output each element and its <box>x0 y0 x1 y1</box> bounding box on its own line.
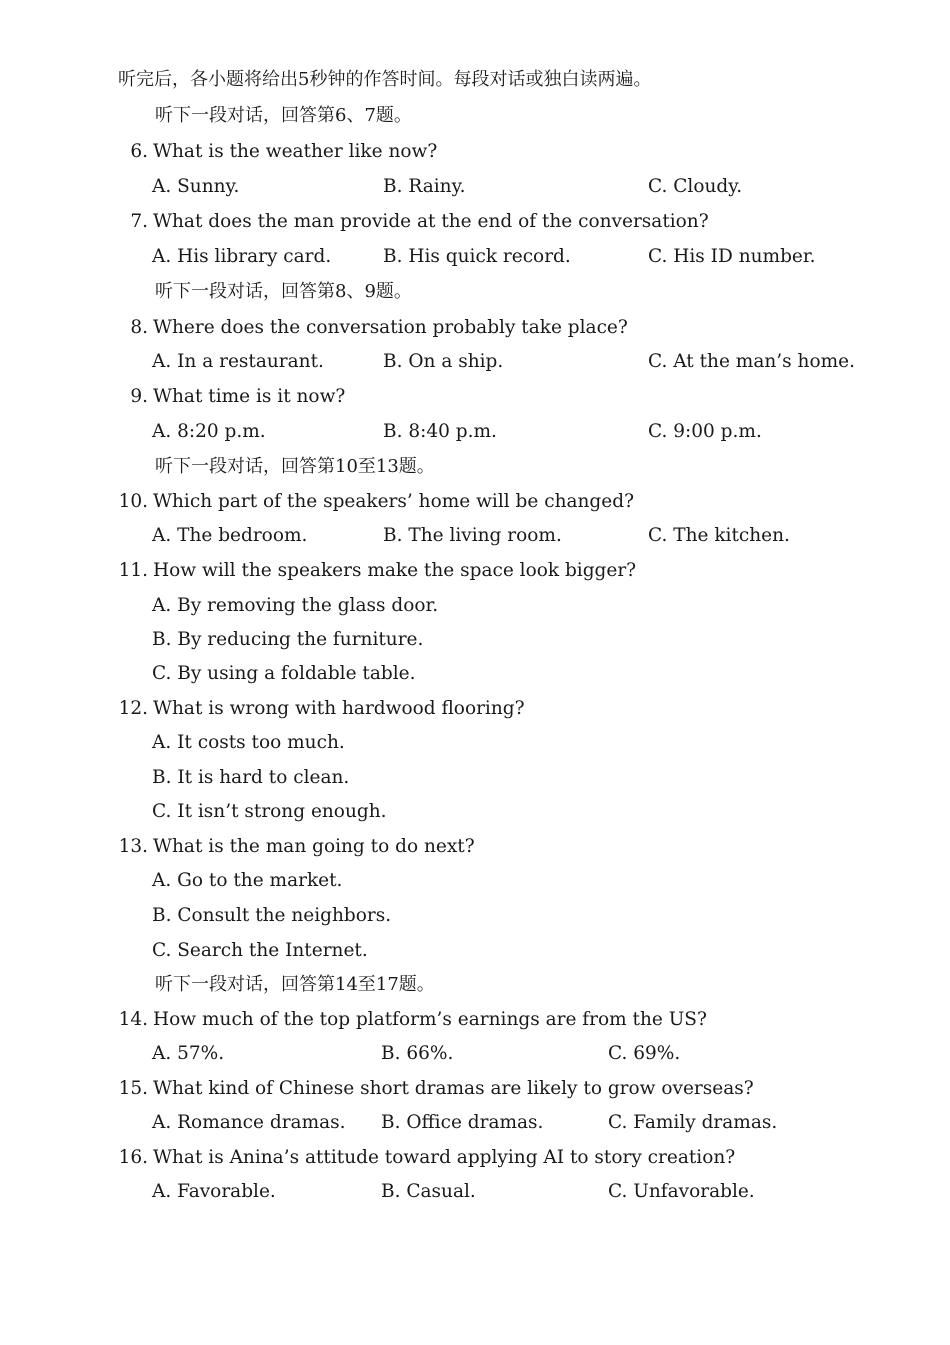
question-text: What is wrong with hardwood flooring? <box>153 698 525 719</box>
question-number: 8. <box>130 317 148 338</box>
question-number: 15. <box>118 1078 148 1099</box>
question-number: 7. <box>130 211 148 232</box>
question-text: Where does the conversation probably take place? <box>153 317 628 338</box>
section-heading: 听下一段对话，回答第6、7题。 <box>155 105 412 126</box>
question-number: 12. <box>118 698 148 719</box>
question-text: Which part of the speakers’ home will be changed? <box>153 491 634 512</box>
option-c: C. Family dramas. <box>608 1112 778 1133</box>
section-heading: 听下一段对话，回答第14至17题。 <box>155 974 435 995</box>
question-number: 16. <box>118 1147 148 1168</box>
option-a: A. 8:20 p.m. <box>152 421 266 442</box>
option-c: C. At the man’s home. <box>648 351 855 372</box>
option-a: A. It costs too much. <box>152 732 345 753</box>
option-c: C. By using a foldable table. <box>152 663 416 684</box>
option-b: B. Casual. <box>381 1181 476 1202</box>
option-b: B. Rainy. <box>383 176 466 197</box>
question-text: What is Anina’s attitude toward applying AI to story creation? <box>153 1147 736 1168</box>
instructions: 听完后，各小题将给出5秒钟的作答时间。每段对话或独白读两遍。 <box>118 69 652 90</box>
question-text: How much of the top platform’s earnings are from the US? <box>153 1009 707 1030</box>
option-b: B. 66%. <box>381 1043 454 1064</box>
section-heading: 听下一段对话，回答第10至13题。 <box>155 456 435 477</box>
option-c: C. Unfavorable. <box>608 1181 755 1202</box>
option-b: B. Office dramas. <box>381 1112 544 1133</box>
option-c: C. Search the Internet. <box>152 940 368 961</box>
question-number: 9. <box>130 386 148 407</box>
option-c: C. 69%. <box>608 1043 681 1064</box>
question <box>118 1146 735 1170</box>
question-text: What is the weather like now? <box>153 141 438 162</box>
section-heading: 听下一段对话，回答第8、9题。 <box>155 281 412 302</box>
question <box>118 697 525 721</box>
option-a: A. By removing the glass door. <box>152 595 439 616</box>
question <box>118 1008 707 1032</box>
option-b: B. Consult the neighbors. <box>152 905 392 926</box>
question <box>118 316 628 340</box>
option-c: C. His ID number. <box>648 246 816 267</box>
option-b: B. On a ship. <box>383 351 504 372</box>
option-a: A. In a restaurant. <box>152 351 324 372</box>
question <box>118 490 634 514</box>
question-number: 11. <box>118 560 148 581</box>
question-text: What does the man provide at the end of the conversation? <box>153 211 709 232</box>
question-text: What kind of Chinese short dramas are likely to grow overseas? <box>153 1078 754 1099</box>
option-b: B. It is hard to clean. <box>152 767 350 788</box>
question <box>118 140 437 164</box>
option-a: A. His library card. <box>152 246 332 267</box>
option-c: C. The kitchen. <box>648 525 790 546</box>
question <box>118 210 709 234</box>
question <box>118 559 636 583</box>
option-a: A. The bedroom. <box>152 525 308 546</box>
question-text: How will the speakers make the space look bigger? <box>153 560 637 581</box>
question-number: 6. <box>130 141 148 162</box>
question-text: What is the man going to do next? <box>153 836 475 857</box>
option-b: B. The living room. <box>383 525 562 546</box>
question-number: 14. <box>118 1009 148 1030</box>
option-b: B. His quick record. <box>383 246 571 267</box>
question <box>118 1077 754 1101</box>
question-number: 10. <box>118 491 148 512</box>
option-b: B. 8:40 p.m. <box>383 421 497 442</box>
option-b: B. By reducing the furniture. <box>152 629 424 650</box>
question <box>118 835 475 859</box>
option-a: A. Romance dramas. <box>152 1112 346 1133</box>
question-number: 13. <box>118 836 148 857</box>
option-a: A. Sunny. <box>152 176 240 197</box>
option-c: C. Cloudy. <box>648 176 743 197</box>
question-text: What time is it now? <box>153 386 346 407</box>
option-a: A. Favorable. <box>152 1181 276 1202</box>
option-a: A. 57%. <box>152 1043 225 1064</box>
question <box>118 385 345 409</box>
option-a: A. Go to the market. <box>152 870 343 891</box>
option-c: C. 9:00 p.m. <box>648 421 762 442</box>
option-c: C. It isn’t strong enough. <box>152 801 387 822</box>
